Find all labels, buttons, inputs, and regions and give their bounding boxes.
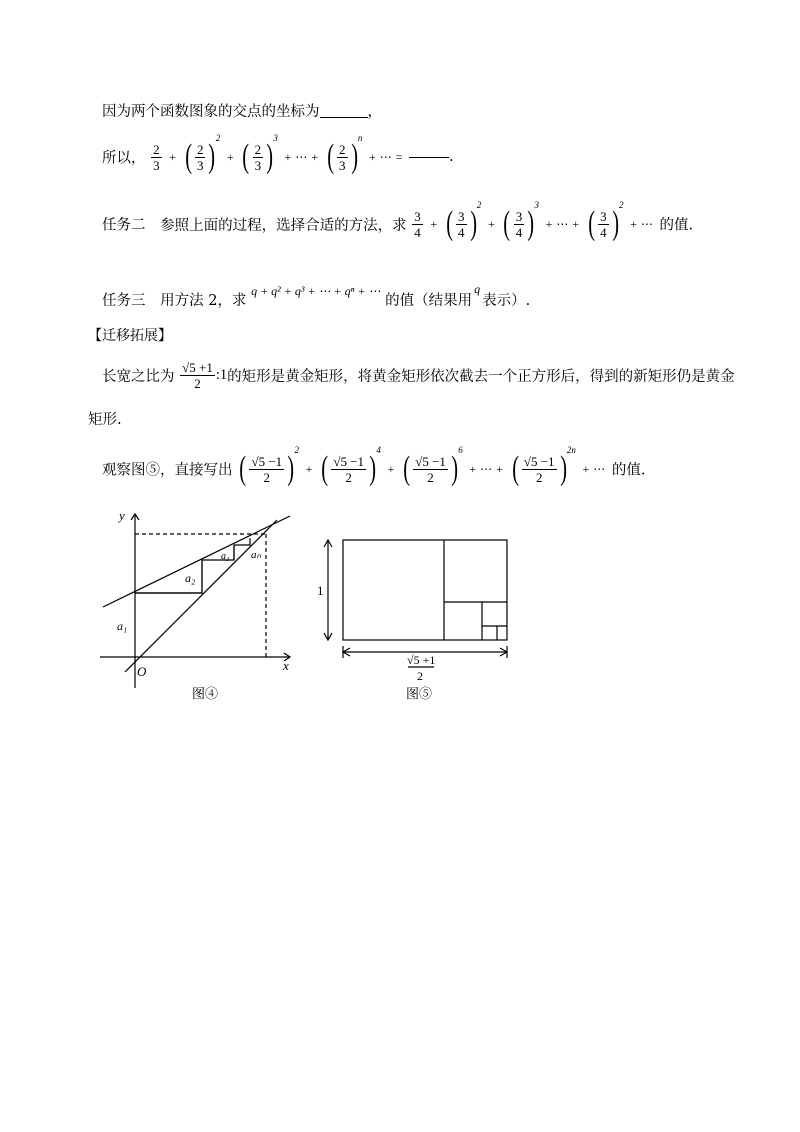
task-3-label: 任务三 <box>102 293 146 309</box>
section-title: 【迁移拓展】 <box>88 328 172 344</box>
figure-4-caption: 图④ <box>192 686 219 701</box>
golden-ratio-fraction: $\frac{√5 +1}{2}$ <box>182 360 213 391</box>
task-2-line: 任务二 参照上面的过程，选择合适的方法，求 $\frac{3}{4}$ + ( $\frac{3}{4}$ )$^2$ + ( $\frac{3}{4}$ )$^3$ + ⋯ + ( $\frac{3}{4}$ )$^2$ + ⋯ 的值. <box>102 200 694 242</box>
intersection-text: 因为两个函数图象的交点的坐标为 <box>102 104 320 120</box>
observe-line: 观察图⑤，直接写出 ( $\frac{√5 -1}{2}$ )$^2$ + ( $\frac{√5 -1}{2}$ )$^4$ + ( $\frac{√5 -1}{2}$ )$^6$ + ⋯ + ( $\frac{√5 -1}{2}$ )$^{2n}$ + ⋯ 的值. <box>102 445 646 487</box>
series-q-expression: q + q² + q³ + ⋯ + qⁿ + ⋯ <box>251 284 381 298</box>
answer-blank-1[interactable] <box>320 117 368 118</box>
height-label: 1 <box>317 583 324 598</box>
a2-label: a₂ <box>185 571 196 585</box>
line-y-equals-x <box>125 520 277 672</box>
intersection-line: 因为两个函数图象的交点的坐标为 ， <box>102 104 382 120</box>
task-2-label: 任务二 <box>102 217 146 234</box>
figure-5-diagram <box>315 530 525 710</box>
fraction-2-3: $\frac{2}{3}$ <box>153 141 160 173</box>
origin-label: O <box>137 664 147 679</box>
y-axis-label: y <box>119 508 125 523</box>
answer-blank-2[interactable] <box>409 157 449 158</box>
a1-label: a₁ <box>117 619 128 633</box>
width-numerator: √5 +1 <box>407 653 436 667</box>
task-3-line: 任务三 用方法 2，求 $^{q + q^2 + q^3 + \cdots + q^n + \cdots}$ 的值（结果用$^q$表示）. <box>102 282 531 309</box>
golden-line-2: 矩形. <box>88 412 122 428</box>
a3-label: a₃ <box>221 551 230 562</box>
figure-4-diagram <box>95 500 310 710</box>
width-denominator: 2 <box>417 669 423 683</box>
series-23-line: 所以， $\frac{2}{3}$ + ( $\frac{2}{3}$ )$^2$ + ( $\frac{2}{3}$ )$^3$ + ⋯ + ( $\frac{2}{3}$ )$^n$ + ⋯ = . <box>102 133 454 175</box>
an-label: aₙ <box>251 549 261 561</box>
figure-5-caption: 图⑤ <box>406 686 433 701</box>
x-axis-label: x <box>283 658 289 673</box>
golden-line: 长宽之比为 $\frac{√5 +1}{2}$ :1的矩形是黄金矩形，将黄金矩形依次截去一个正方形后，得到的新矩形仍是黄金 <box>102 360 735 391</box>
